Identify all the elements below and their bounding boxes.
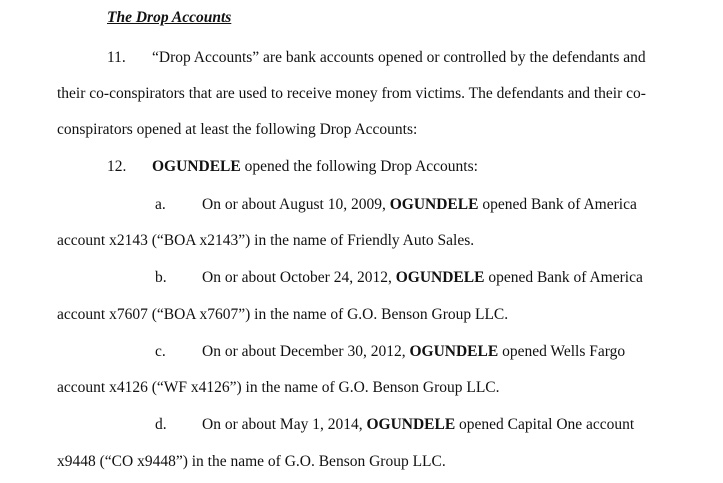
item-c-line-2: account x4126 (“WF x4126”) in the name of G.O. Benson Group LLC. bbox=[57, 379, 500, 396]
item-d-post: opened Capital One account bbox=[455, 416, 635, 433]
item-c-post: opened Wells Fargo bbox=[498, 343, 626, 360]
paragraph-number-12: 12. bbox=[107, 158, 127, 175]
item-a-line-2: account x2143 (“BOA x2143”) in the name of Friendly Auto Sales. bbox=[57, 232, 475, 249]
item-letter-c: c. bbox=[155, 343, 166, 360]
paragraph-number-11: 11. bbox=[107, 49, 126, 66]
item-b-post: opened Bank of America bbox=[484, 269, 643, 286]
item-c-pre: On or about December 30, 2012, bbox=[202, 343, 410, 360]
paragraph-12-text: opened the following Drop Accounts: bbox=[240, 158, 478, 175]
item-d-pre: On or about May 1, 2014, bbox=[202, 416, 367, 433]
item-a-pre: On or about August 10, 2009, bbox=[202, 196, 390, 213]
item-b-name: OGUNDELE bbox=[395, 269, 485, 286]
item-a-name: OGUNDELE bbox=[389, 196, 479, 213]
item-b-pre: On or about October 24, 2012, bbox=[202, 269, 396, 286]
paragraph-12-line bbox=[152, 157, 478, 177]
section-heading: The Drop Accounts bbox=[107, 9, 232, 26]
item-d-name: OGUNDELE bbox=[366, 416, 456, 433]
item-a-post: opened Bank of America bbox=[478, 196, 637, 213]
item-d-line-2: x9448 (“CO x9448”) in the name of G.O. Benson Group LLC. bbox=[57, 453, 446, 470]
item-letter-a: a. bbox=[155, 196, 166, 213]
paragraph-11-line-2: their co-conspirators that are used to receive money from victims. The defendants and their co- bbox=[57, 85, 646, 102]
paragraph-11-line-3: conspirators opened at least the following Drop Accounts: bbox=[57, 121, 418, 138]
item-b-line-1 bbox=[202, 268, 643, 288]
item-a-line-1 bbox=[202, 195, 637, 215]
item-letter-d: d. bbox=[155, 416, 167, 433]
paragraph-11-line-1: “Drop Accounts” are bank accounts opened or controlled by the defendants and bbox=[152, 49, 646, 66]
item-letter-b: b. bbox=[155, 269, 167, 286]
defendant-name: OGUNDELE bbox=[152, 158, 241, 175]
item-b-line-2: account x7607 (“BOA x7607”) in the name of G.O. Benson Group LLC. bbox=[57, 306, 509, 323]
item-c-line-1 bbox=[202, 342, 625, 362]
item-c-name: OGUNDELE bbox=[409, 343, 499, 360]
item-d-line-1 bbox=[202, 415, 634, 435]
